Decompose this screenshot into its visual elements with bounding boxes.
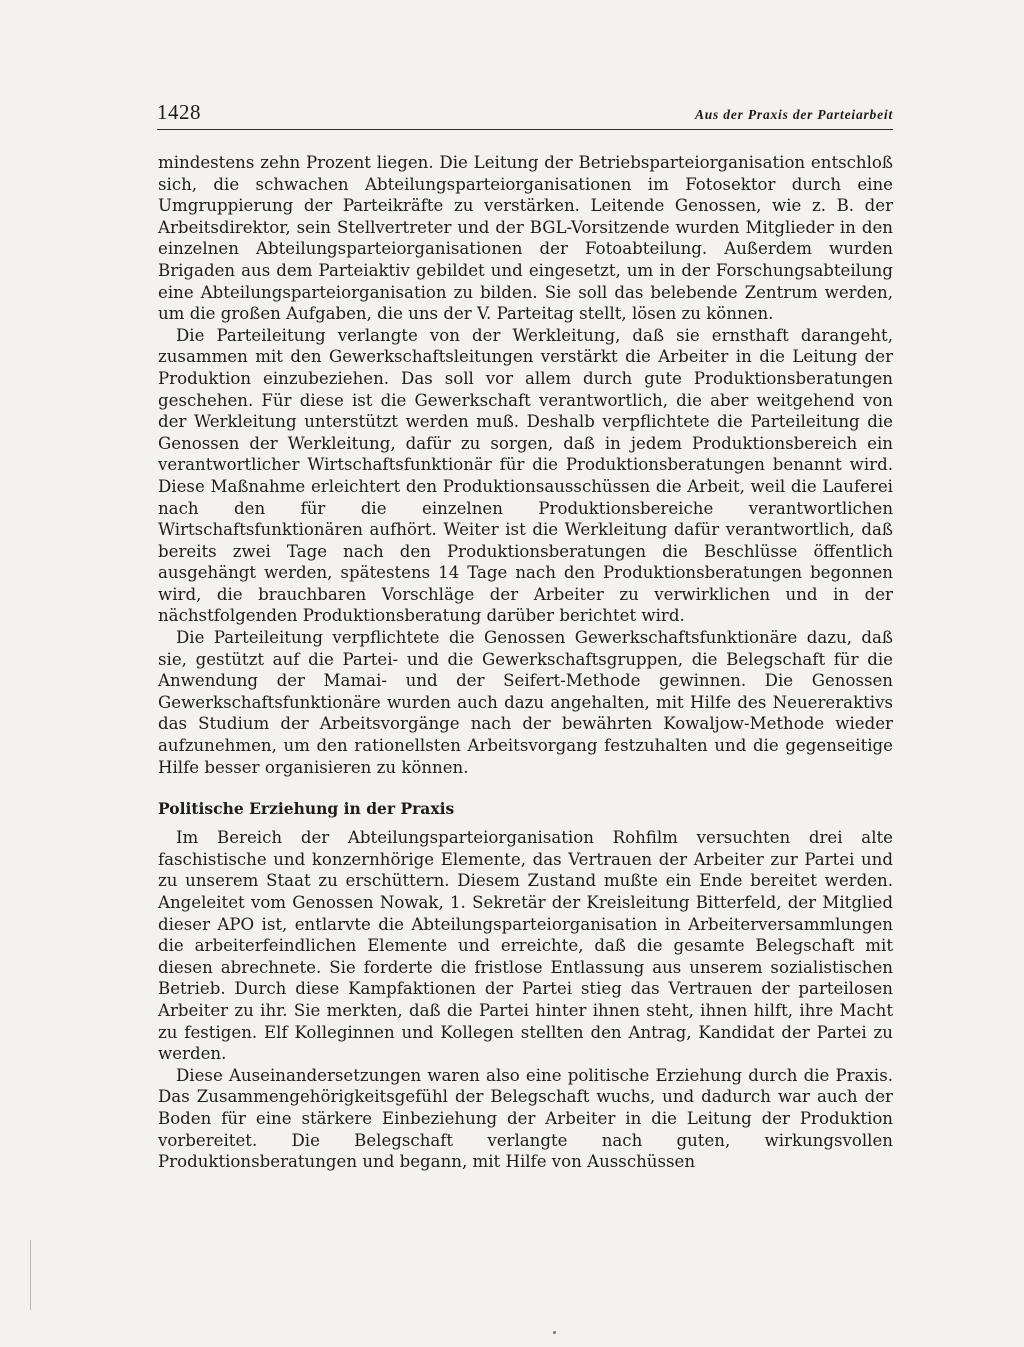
page-number: 1428 [157, 100, 201, 124]
scan-margin-mark [30, 1240, 31, 1310]
body-text-top [158, 152, 893, 778]
paragraph: Die Parteileitung verlangte von der Werkleitung, daß sie ernsthaft darangeht, zusammen mit den Gewerkschaftsleitungen verstärkt die Arbeiter in die Leitung der Produktion einzubeziehen. Das soll vor allem durch gute Produktionsberatungen geschehen. Für diese ist die Gewerkschaft verantwortlich, die aber weitgehend von der Werkleitung unterstützt werden muß. Deshalb verpflichtete die Parteileitung die Genossen der Werkleitung, dafür zu sorgen, daß in jedem Produktionsbereich ein verantwortlicher Wirtschaftsfunktionär für die Produktionsberatungen benannt wird. Diese Maßnahme erleichtert den Produktionsausschüssen die Arbeit, weil die Lauferei nach den für die einzelnen Produktionsbereiche verantwortlichen Wirtschaftsfunktionären aufhört. Weiter ist die Werkleitung dafür verantwortlich, daß bereits zwei Tage nach den Produktionsberatungen die Beschlüsse öffentlich ausgehängt werden, spätestens 14 Tage nach den Produktionsberatungen begonnen wird, die brauchbaren Vorschläge der Arbeiter zu verwirklichen und in der nächstfolgenden Produktionsberatung darüber berichtet wird. [158, 325, 893, 626]
section-body [158, 827, 893, 1173]
paragraph: Diese Auseinandersetzungen waren also eine politische Erziehung durch die Praxis. Das Zusammengehörigkeitsgefühl der Belegschaft wuchs, und dadurch war auch der Boden für eine stärkere Einbeziehung der Arbeiter in die Leitung der Produktion vorbereitet. Die Belegschaft verlangte nach guten, wirkungsvollen Produktionsberatungen und begann, mit Hilfe von Ausschüssen [158, 1065, 893, 1172]
scan-speck [553, 1331, 556, 1334]
running-head: Aus der Praxis der Parteiarbeit [694, 107, 893, 122]
paragraph: Die Parteileitung verpflichtete die Genossen Gewerkschaftsfunktionäre dazu, daß sie, gestützt auf die Partei- und die Gewerkschaftsgruppen, die Belegschaft für die Anwendung der Mamai- und der Seifert-Methode gewinnen. Die Genossen Gewerkschaftsfunktionäre wurden auch dazu angehalten, mit Hilfe des Neuereraktivs das Studium der Arbeitsvorgänge nach der bewährten Kowaljow-Methode wieder aufzunehmen, um den rationellsten Arbeitsvorgang festzuhalten und die gegenseitige Hilfe besser organisieren zu können. [158, 628, 893, 777]
document-page [158, 100, 893, 1173]
section-heading: Politische Erziehung in der Praxis [158, 799, 455, 819]
page-header [157, 100, 893, 130]
paragraph: mindestens zehn Prozent liegen. Die Leitung der Betriebsparteiorganisation entschloß sich, die schwachen Abteilungsparteiorganisationen im Fotosektor durch eine Umgruppierung der Parteikräfte zu verstärken. Leitende Genossen, wie z. B. der Arbeitsdirektor, sein Stellvertreter und der BGL-Vorsitzende wurden Mitglieder in den einzelnen Abteilungsparteiorganisationen der Fotoabteilung. Außerdem wurden Brigaden aus dem Parteiaktiv gebildet und eingesetzt, um in der Forschungsabteilung eine Abteilungsparteiorganisation zu bilden. Sie soll das belebende Zentrum werden, um die großen Aufgaben, die uns der V. Parteitag stellt, lösen zu können. [158, 153, 893, 324]
paragraph: Im Bereich der Abteilungsparteiorganisation Rohfilm versuchten drei alte faschistische und konzernhörige Elemente, das Vertrauen der Arbeiter zur Partei und zu unserem Staat zu erschüttern. Diesem Zustand mußte ein Ende bereitet werden. Angeleitet vom Genossen Nowak, 1. Sekretär der Kreisleitung Bitterfeld, der Mitglied dieser APO ist, entlarvte die Abteilungsparteiorganisation in Arbeiterversammlungen die arbeiterfeindlichen Elemente und erreichte, daß die gesamte Belegschaft mit diesen abrechnete. Sie forderte die fristlose Entlassung aus unserem sozialistischen Betrieb. Durch diese Kampfaktionen der Partei stieg das Vertrauen der parteilosen Arbeiter zu ihr. Sie merkten, daß die Partei hinter ihnen steht, ihnen hilft, ihre Macht zu festigen. Elf Kolleginnen und Kollegen stellten den Antrag, Kandidat der Partei zu werden. [158, 828, 893, 1064]
